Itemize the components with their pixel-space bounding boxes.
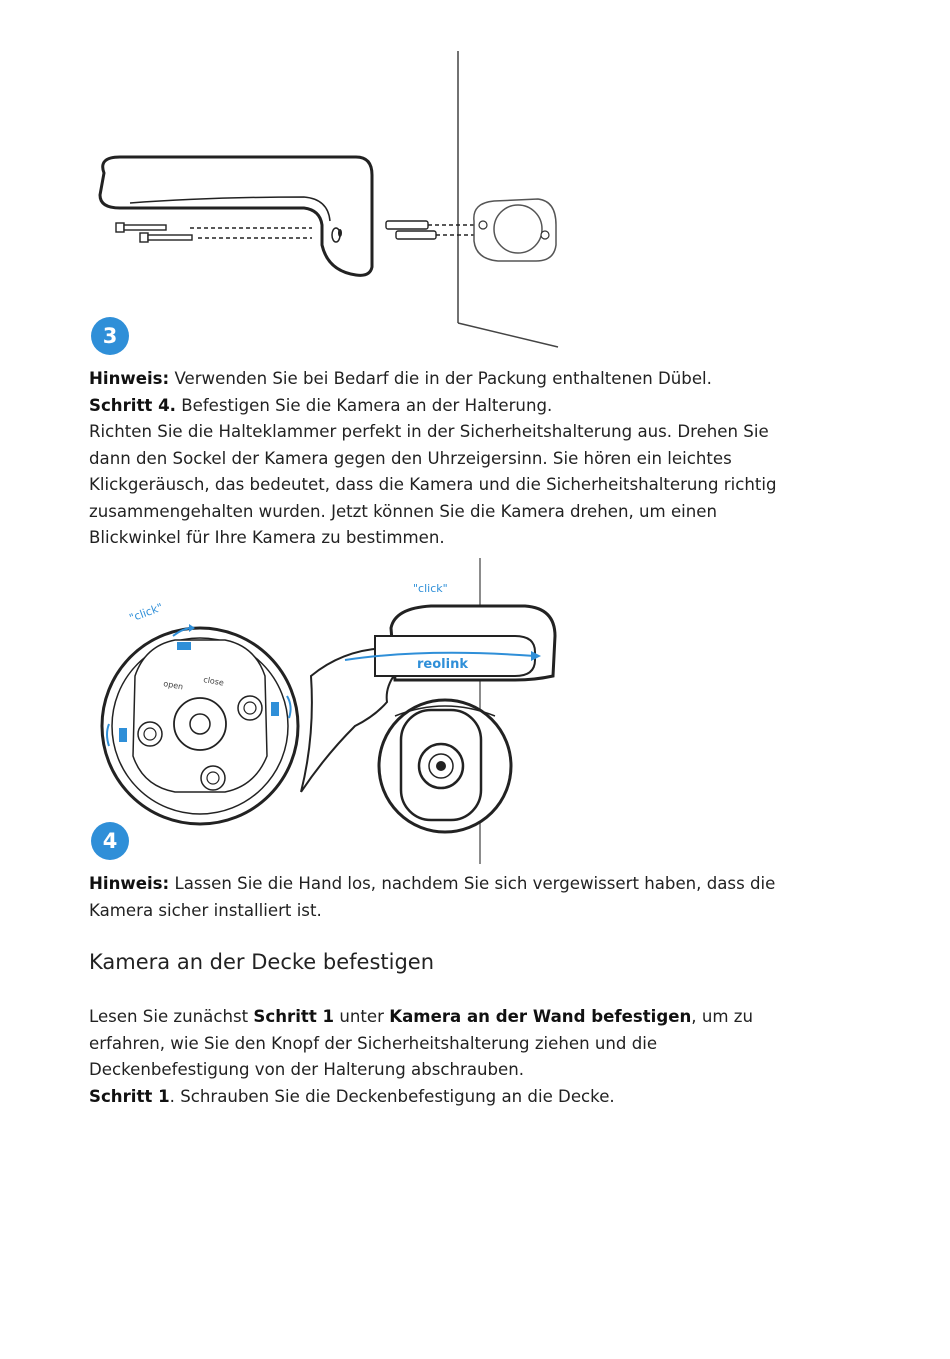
description-line: Blickwinkel für Ihre Kamera zu bestimmen. bbox=[89, 528, 445, 547]
camera-attachment-illustration bbox=[95, 556, 565, 868]
click-label-right: "click" bbox=[413, 582, 448, 595]
note-label: Hinweis: bbox=[89, 369, 170, 388]
step-1-text: . Schrauben Sie die Deckenbefestigung an die Decke. bbox=[169, 1086, 615, 1106]
note-label: Hinweis: bbox=[89, 874, 170, 893]
note-text: Lassen Sie die Hand los, nachdem Sie sich vergewissert haben, dass die bbox=[169, 874, 776, 893]
intro-bold-section: Kamera an der Wand befestigen bbox=[389, 1007, 692, 1026]
step-4-badge: 4 bbox=[91, 822, 129, 860]
intro-text: , um zu bbox=[691, 1007, 754, 1026]
description-line: dann den Sockel der Kamera gegen den Uhrzeigersinn. Sie hören ein leichtes bbox=[89, 448, 732, 468]
step-3-badge: 3 bbox=[91, 317, 129, 355]
open-label: open bbox=[162, 679, 184, 692]
step-4-text: Befestigen Sie die Kamera an der Halterung. bbox=[175, 395, 553, 415]
step-4-label: Schritt 4. bbox=[89, 395, 176, 415]
brand-label: reolink bbox=[417, 657, 468, 672]
step-4-title bbox=[89, 393, 819, 420]
intro-text: unter bbox=[334, 1007, 390, 1026]
note-dowels bbox=[89, 366, 819, 393]
intro-line: Deckenbefestigung von der Halterung abschrauben. bbox=[89, 1060, 525, 1079]
section-heading: Kamera an der Decke befestigen bbox=[89, 950, 435, 974]
intro-text: Lesen Sie zunächst bbox=[89, 1007, 254, 1026]
note-release bbox=[89, 871, 819, 924]
ceiling-intro bbox=[89, 1004, 819, 1110]
click-label-left: "click" bbox=[127, 600, 165, 625]
intro-line: erfahren, wie Sie den Knopf der Sicherheitshalterung ziehen und die bbox=[89, 1033, 658, 1053]
note-text: Verwenden Sie bei Bedarf die in der Packung enthaltenen Dübel. bbox=[169, 369, 712, 388]
step-1-label: Schritt 1 bbox=[89, 1086, 170, 1106]
description-line: Richten Sie die Halteklammer perfekt in der Sicherheitshalterung aus. Drehen Sie bbox=[89, 422, 769, 441]
description-line: zusammengehalten wurden. Jetzt können Sie die Kamera drehen, um einen bbox=[89, 501, 718, 521]
description-line: Klickgeräusch, das bedeutet, dass die Kamera und die Sicherheitshalterung richtig bbox=[89, 475, 777, 494]
step-4-description bbox=[89, 419, 819, 552]
close-label: close bbox=[202, 675, 225, 688]
intro-bold-step: Schritt 1 bbox=[253, 1007, 335, 1026]
note-text-line2: Kamera sicher installiert ist. bbox=[89, 900, 322, 920]
bracket-mounting-illustration bbox=[90, 45, 570, 355]
